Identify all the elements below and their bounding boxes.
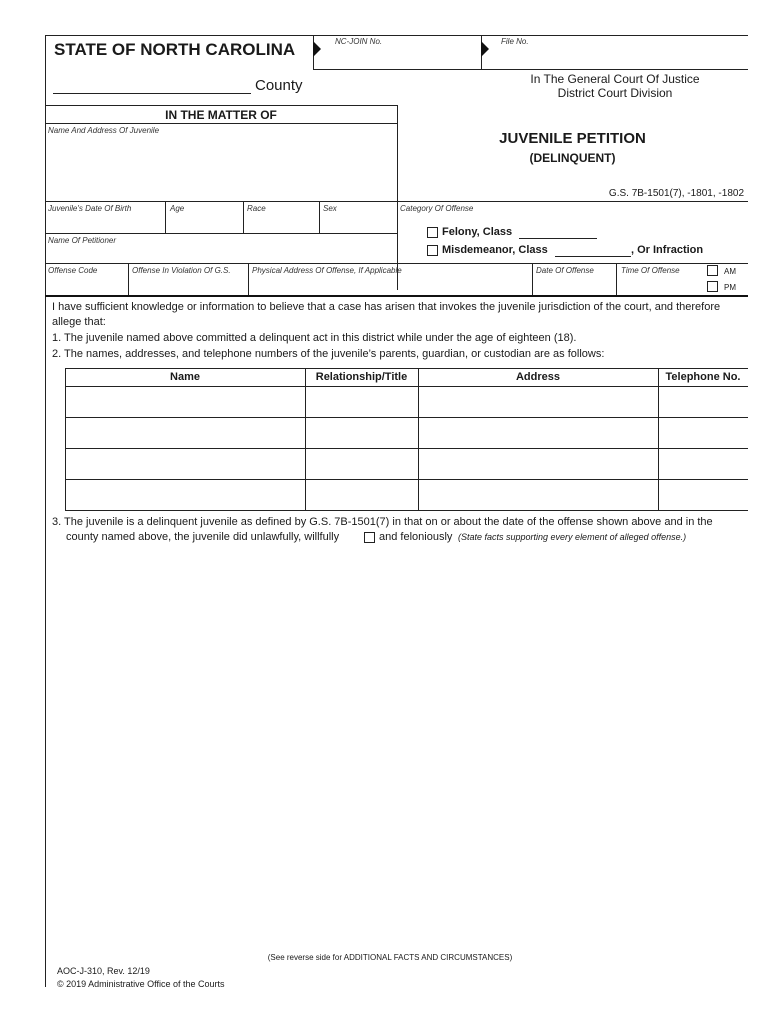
race-input[interactable] <box>247 214 317 232</box>
petitioner-label: Name Of Petitioner <box>48 236 117 245</box>
table-cell-telephone[interactable] <box>661 420 746 446</box>
table-row-line <box>65 417 748 418</box>
table-header-relationship: Relationship/Title <box>315 371 408 383</box>
court-line2: District Court Division <box>557 86 673 100</box>
offense-violation-input[interactable] <box>132 276 245 290</box>
county-input[interactable] <box>53 93 251 94</box>
offense-violation-divider <box>248 263 249 295</box>
dob-label: Juvenile's Date Of Birth <box>48 204 132 213</box>
allegation-item-1: 1. The juvenile named above committed a delinquent act in this district while under the age of eighteen (18). <box>52 332 577 344</box>
table-cell-name[interactable] <box>68 420 302 446</box>
file-no-arrow-icon <box>481 41 489 57</box>
pm-checkbox[interactable] <box>707 281 718 292</box>
facts-text-area[interactable] <box>52 550 746 945</box>
table-cell-name[interactable] <box>68 482 302 508</box>
table-row-line <box>65 479 748 480</box>
petitioner-input[interactable] <box>48 246 393 261</box>
table-col-line <box>65 368 66 510</box>
table-header-address: Address <box>515 371 561 383</box>
table-col-line <box>418 368 419 510</box>
petition-title: JUVENILE PETITION <box>499 130 646 147</box>
race-label: Race <box>247 204 266 213</box>
allegation-item-3-line2c: (State facts supporting every element of alleged offense.) <box>458 532 687 542</box>
table-cell-address[interactable] <box>421 420 655 446</box>
juvenile-name-address-label: Name And Address Of Juvenile <box>48 126 160 135</box>
table-header-name: Name <box>170 371 200 383</box>
sex-label: Sex <box>323 204 337 213</box>
offense-code-input[interactable] <box>48 276 125 290</box>
offense-violation-label: Offense In Violation Of G.S. <box>132 266 231 275</box>
offense-time-input[interactable] <box>621 276 703 290</box>
misdemeanor-label: Misdemeanor, Class <box>442 244 548 256</box>
top-border <box>45 35 748 36</box>
felony-class-input[interactable] <box>519 238 597 239</box>
offense-code-divider <box>128 263 129 295</box>
county-label: County <box>255 77 303 94</box>
nc-join-label: NC-JOIN No. <box>335 37 383 46</box>
table-row-line <box>65 448 748 449</box>
petition-subtitle: (DELINQUENT) <box>529 151 616 165</box>
table-cell-telephone[interactable] <box>661 482 746 508</box>
table-cell-address[interactable] <box>421 389 655 415</box>
table-cell-relationship[interactable] <box>308 451 415 477</box>
intro-line1: I have sufficient knowledge or information to believe that a case has arisen that invokes the juvenile jurisdiction of the court, and therefore <box>52 301 721 313</box>
matter-heading-line <box>45 123 397 124</box>
am-label: AM <box>724 267 736 276</box>
file-no-input[interactable] <box>490 46 745 68</box>
allegation-item-3-line2a: county named above, the juvenile did unlawfully, willfully <box>66 531 340 543</box>
category-label: Category Of Offense <box>400 204 474 213</box>
offense-date-input[interactable] <box>536 276 614 290</box>
table-cell-telephone[interactable] <box>661 389 746 415</box>
nc-join-arrow-icon <box>313 41 321 57</box>
table-cell-relationship[interactable] <box>308 482 415 508</box>
felony-label: Felony, Class <box>442 226 513 238</box>
table-bottom-line <box>65 510 748 511</box>
am-checkbox[interactable] <box>707 265 718 276</box>
feloniously-checkbox[interactable] <box>364 532 375 543</box>
table-col-line <box>305 368 306 510</box>
age-divider <box>243 201 244 233</box>
reverse-side-note: (See reverse side for ADDITIONAL FACTS AND CIRCUMSTANCES) <box>267 953 513 962</box>
table-cell-name[interactable] <box>68 389 302 415</box>
court-line1: In The General Court Of Justice <box>530 72 700 86</box>
pm-label: PM <box>724 283 736 292</box>
dob-divider <box>165 201 166 233</box>
form-id: AOC-J-310, Rev. 12/19 <box>57 966 150 976</box>
offense-address-label: Physical Address Of Offense, If Applicable <box>252 266 402 275</box>
petitioner-row-top <box>45 233 397 234</box>
matter-heading: IN THE MATTER OF <box>165 108 277 122</box>
file-no-label: File No. <box>501 37 529 46</box>
offense-date-label: Date Of Offense <box>536 266 594 275</box>
table-cell-address[interactable] <box>421 482 655 508</box>
nc-join-input[interactable] <box>322 46 478 68</box>
race-divider <box>319 201 320 233</box>
offense-date-divider <box>616 263 617 295</box>
offense-code-label: Offense Code <box>48 266 98 275</box>
table-cell-address[interactable] <box>421 451 655 477</box>
intro-line2: allege that: <box>52 316 106 328</box>
allegation-item-2: 2. The names, addresses, and telephone numbers of the juvenile’s parents, guardian, or custodian are as follows: <box>52 348 605 360</box>
table-header-line <box>65 386 748 387</box>
offense-row-top <box>45 263 748 264</box>
copyright: © 2019 Administrative Office of the Courts <box>57 979 225 989</box>
sex-input[interactable] <box>323 214 393 232</box>
table-cell-telephone[interactable] <box>661 451 746 477</box>
allegation-item-3-line2b: and feloniously <box>379 531 453 543</box>
matter-top-line <box>45 105 397 106</box>
dob-input[interactable] <box>48 214 161 232</box>
table-cell-name[interactable] <box>68 451 302 477</box>
offense-address-divider <box>532 263 533 295</box>
infraction-label: , Or Infraction <box>631 244 704 256</box>
misdemeanor-checkbox[interactable] <box>427 245 438 256</box>
juvenile-row-top <box>45 201 748 202</box>
statute-reference: G.S. 7B-1501(7), -1801, -1802 <box>608 188 744 199</box>
table-header-telephone: Telephone No. <box>665 371 741 383</box>
misdemeanor-class-input[interactable] <box>555 256 631 257</box>
table-col-line <box>658 368 659 510</box>
offense-time-label: Time Of Offense <box>621 266 680 275</box>
age-input[interactable] <box>169 214 241 232</box>
felony-checkbox[interactable] <box>427 227 438 238</box>
table-cell-relationship[interactable] <box>308 420 415 446</box>
allegation-item-3-line1: 3. The juvenile is a delinquent juvenile as defined by G.S. 7B-1501(7) in that on or about the date of the offense shown above and in the <box>52 516 713 528</box>
left-border <box>45 35 46 987</box>
offense-row-bottom <box>45 295 748 297</box>
state-title: STATE OF NORTH CAROLINA <box>54 40 296 59</box>
offense-address-input[interactable] <box>252 276 530 290</box>
header-line-right <box>313 69 748 70</box>
table-cell-relationship[interactable] <box>308 389 415 415</box>
juvenile-name-address-input[interactable] <box>48 136 393 198</box>
age-label: Age <box>170 204 185 213</box>
table-top-line <box>65 368 748 369</box>
